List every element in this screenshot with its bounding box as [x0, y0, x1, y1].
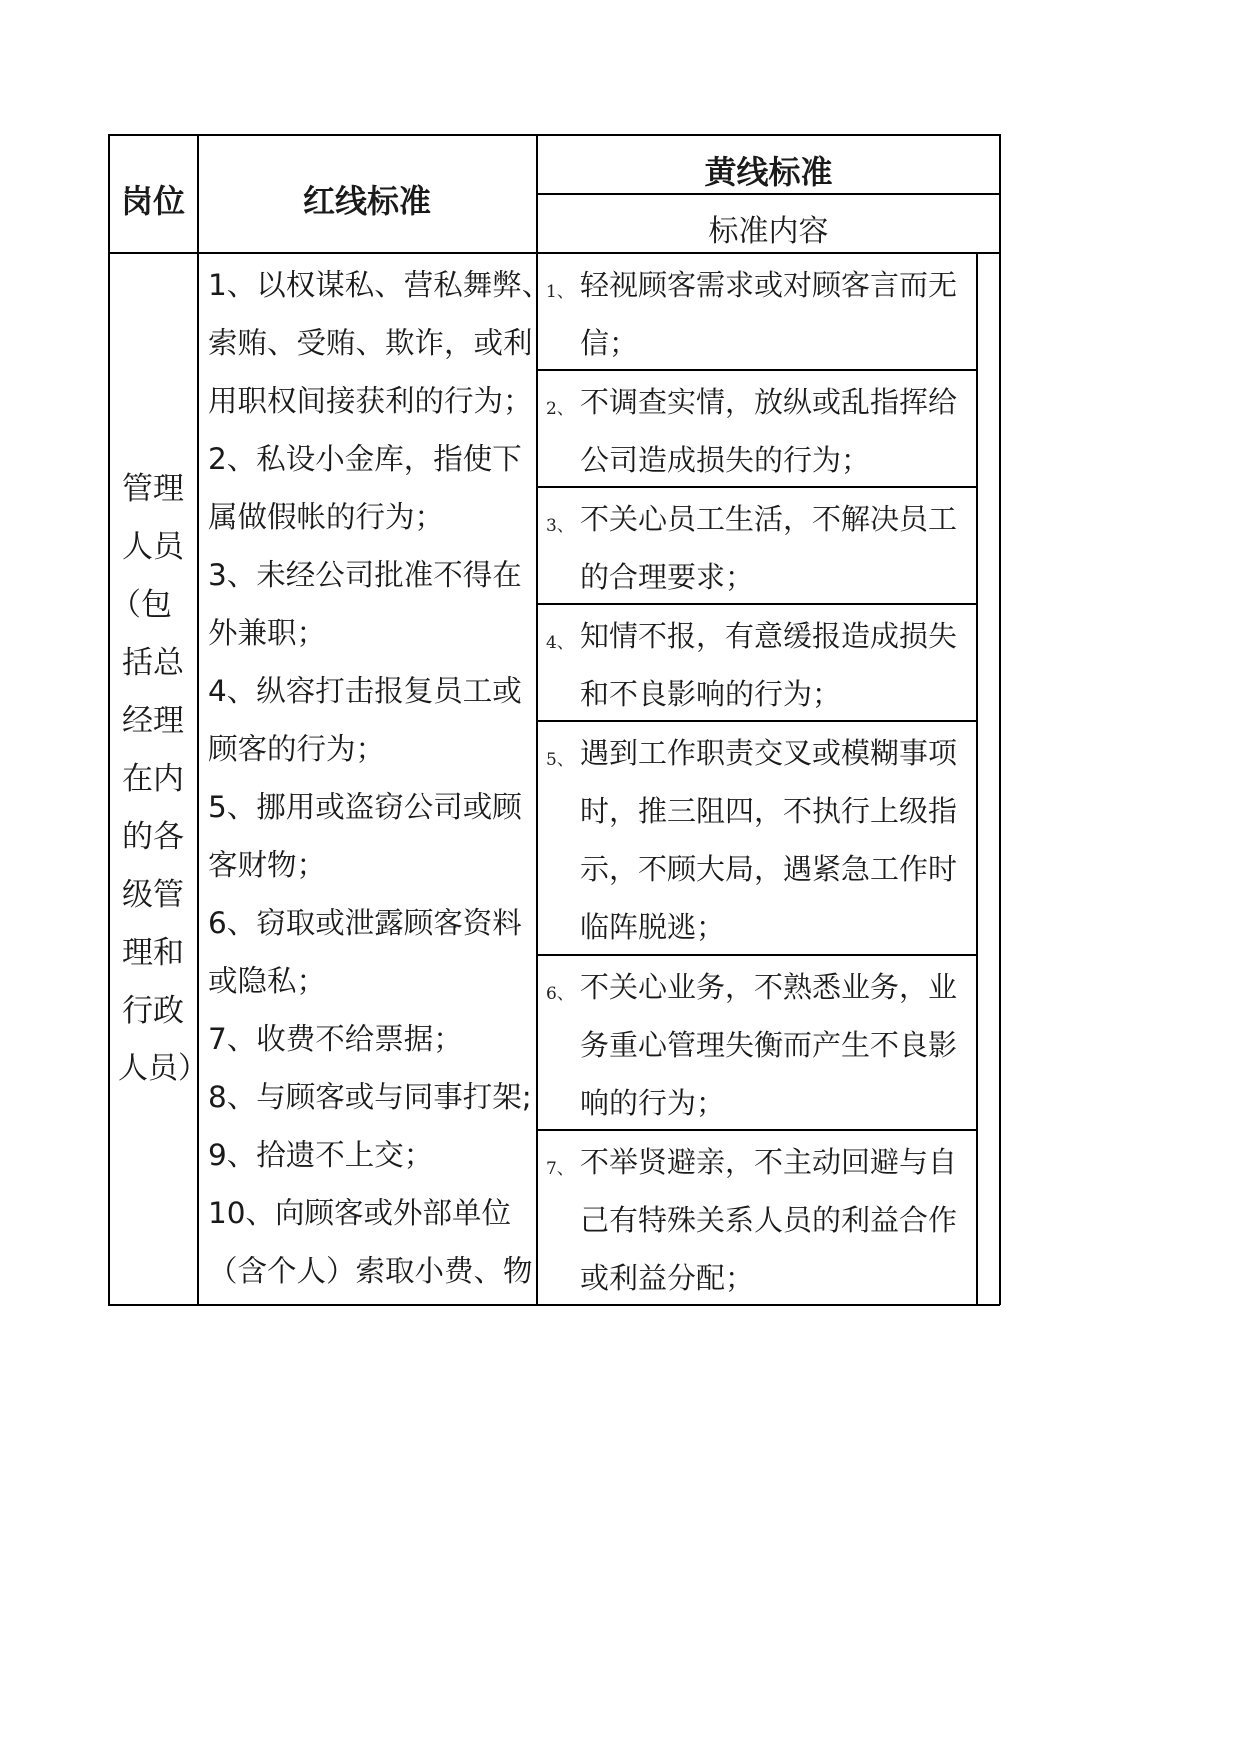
position-line: （包 [110, 587, 172, 623]
yellow-item-text: 不举贤避亲，不主动回避与自 [580, 1145, 958, 1179]
yellow-item-number: 4、 [546, 633, 574, 653]
header-content: 标准内容 [708, 214, 829, 249]
yellow-item-text: 不关心员工生活，不解决员工 [580, 502, 958, 536]
yellow-item-text: 临阵脱逃； [580, 910, 726, 944]
red-line-text: 10、向顾客或外部单位 [208, 1196, 512, 1230]
position-line: 的各 [122, 819, 184, 855]
yellow-item-text: 轻视顾客需求或对顾客言而无 [580, 268, 958, 302]
position-line: 人员） [118, 1051, 208, 1086]
header-red-line: 红线标准 [302, 182, 431, 220]
header-yellow-line: 黄线标准 [704, 153, 833, 191]
red-line-text: 或隐私； [208, 964, 327, 998]
yellow-item-text: 响的行为； [580, 1086, 726, 1120]
position-line: 级管 [122, 877, 184, 913]
red-line-text: 属做假帐的行为； [208, 500, 445, 534]
red-line-text: 4、纵容打击报复员工或 [208, 674, 522, 708]
red-line-text: （含个人）索取小费、物 [208, 1254, 533, 1288]
position-line: 括总 [122, 645, 184, 681]
red-line-text: 用职权间接获利的行为； [208, 384, 533, 418]
yellow-item-text: 己有特殊关系人员的利益合作 [580, 1203, 958, 1237]
red-line-text: 9、拾遗不上交； [208, 1138, 434, 1172]
yellow-item-text: 知情不报，有意缓报造成损失 [580, 619, 958, 653]
yellow-item-text: 信； [580, 326, 639, 360]
red-line-text: 索贿、受贿、欺诈，或利 [208, 326, 533, 360]
red-line-text: 顾客的行为； [208, 732, 386, 766]
position-line: 管理 [122, 471, 184, 507]
yellow-item-text: 务重心管理失衡而产生不良影 [580, 1028, 958, 1062]
red-line-text: 外兼职； [208, 616, 327, 650]
yellow-item-text: 和不良影响的行为； [580, 677, 842, 711]
yellow-item-text: 不调查实情，放纵或乱指挥给 [580, 385, 958, 419]
red-line-text: 8、与顾客或与同事打架; [208, 1080, 532, 1114]
yellow-item-number: 2、 [546, 399, 574, 419]
yellow-item-text: 时，推三阻四，不执行上级指 [580, 794, 958, 828]
position-line: 理和 [122, 935, 184, 971]
yellow-item-number: 7、 [546, 1159, 574, 1179]
yellow-item-text: 示，不顾大局，遇紧急工作时 [580, 852, 958, 886]
header-position: 岗位 [120, 182, 185, 220]
yellow-item-number: 3、 [546, 516, 574, 536]
yellow-item-text: 不关心业务，不熟悉业务，业 [580, 970, 958, 1004]
position-line: 行政 [122, 993, 184, 1029]
red-line-text: 7、收费不给票据； [208, 1022, 463, 1056]
yellow-item-text: 遇到工作职责交叉或模糊事项 [580, 736, 958, 770]
red-line-text: 2、私设小金库，指使下 [208, 442, 522, 476]
yellow-item-text: 或利益分配； [580, 1261, 755, 1295]
position-line: 人员 [122, 529, 184, 565]
red-line-text: 6、窃取或泄露顾客资料 [208, 906, 522, 940]
yellow-item-number: 6、 [546, 984, 574, 1004]
red-line-text: 1、以权谋私、营私舞弊、 [208, 268, 552, 302]
position-line: 经理 [122, 703, 184, 739]
position-line: 在内 [122, 761, 184, 797]
red-line-text: 5、挪用或盗窃公司或顾 [208, 790, 522, 824]
red-line-text: 客财物； [208, 848, 327, 882]
yellow-item-number: 1、 [546, 282, 574, 302]
yellow-item-number: 5、 [546, 750, 574, 770]
yellow-item-text: 公司造成损失的行为； [580, 443, 871, 477]
yellow-item-text: 的合理要求； [580, 560, 755, 594]
red-line-text: 3、未经公司批准不得在 [208, 558, 522, 592]
